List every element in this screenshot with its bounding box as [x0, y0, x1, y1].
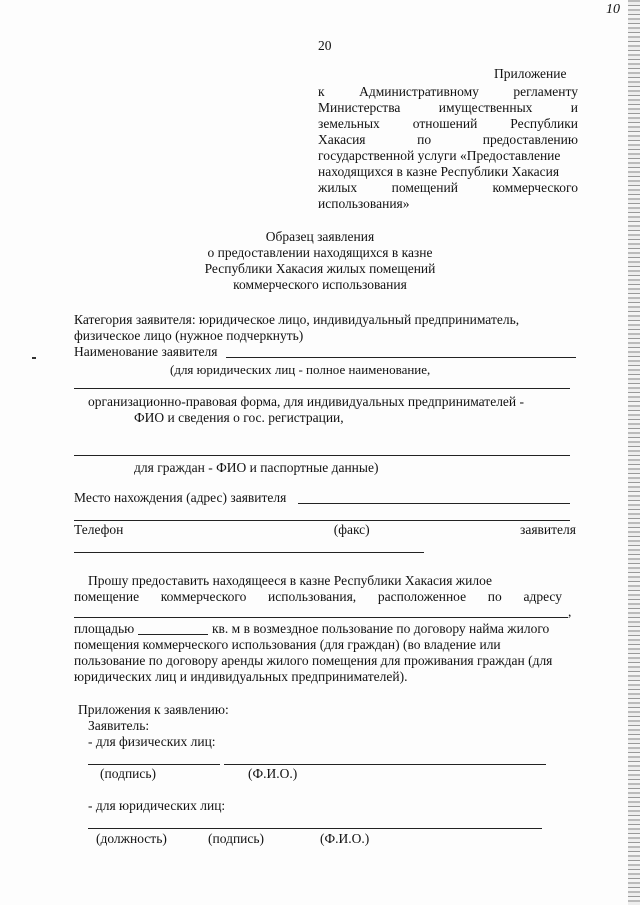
appendix-word: по: [417, 132, 432, 147]
appendix-word: государственной услуги «Предоставление: [318, 148, 561, 163]
page-number: 20: [318, 38, 332, 53]
appendix-word: и: [570, 100, 578, 115]
area-field[interactable]: [138, 634, 208, 635]
handwritten-page-mark: 10: [606, 2, 620, 17]
appendix-word: находящихся в казне Республики Хакасия: [318, 164, 560, 179]
appendix-line: [318, 180, 578, 196]
applicant-name-field-line-2[interactable]: [74, 388, 570, 389]
legal-position-caption: (должность): [96, 831, 167, 846]
appendix-line: [318, 116, 578, 132]
appendix-block: [318, 84, 578, 212]
phone-label: Телефон: [74, 522, 124, 537]
legal-signature-caption: (подпись): [208, 831, 265, 846]
appendix-word: к: [318, 84, 325, 99]
appendix-word: жилых: [318, 180, 358, 195]
request-line-7: юридических лиц и индивидуальных предпринимателей).: [74, 669, 408, 684]
sample-title-line: Республики Хакасия жилых помещений: [204, 261, 436, 276]
address-field[interactable]: [298, 503, 570, 504]
appendix-word: отношений: [412, 116, 478, 131]
applicant-name-label: Наименование заявителя: [74, 344, 218, 359]
appendix-line: [318, 132, 578, 148]
sample-title-line: о предоставлении находящихся в казне: [207, 245, 433, 260]
request-word: использования,: [268, 589, 357, 604]
appendix-title: Приложение: [494, 66, 567, 81]
appendix-line: [318, 164, 578, 180]
appendix-word: предоставлению: [482, 132, 578, 147]
scan-edge: [628, 0, 640, 905]
appendix-word: Хакасия: [318, 132, 366, 147]
scan-speck: [32, 357, 36, 359]
applicant-name-field-line-3[interactable]: [74, 455, 570, 456]
hint-citizens: для граждан - ФИО и паспортные данные): [134, 460, 379, 475]
request-line-1: Прошу предоставить находящееся в казне Республики Хакасия жилое: [88, 573, 492, 588]
appendix-line: [318, 84, 578, 100]
individual-signature-field[interactable]: [88, 764, 220, 765]
address-comma: ,: [568, 604, 572, 619]
fax-label: (факс): [333, 522, 370, 537]
request-word: коммерческого: [160, 589, 247, 604]
address-field-line-2[interactable]: [74, 520, 570, 521]
request-line-4: кв. м в возмездное пользование по договору найма жилого: [212, 621, 550, 636]
hint-entrepreneur: ФИО и сведения о гос. регистрации,: [134, 410, 344, 425]
appendix-word: Административному: [359, 84, 479, 99]
appendix-word: имущественных: [438, 100, 533, 115]
sample-title-block: [150, 229, 490, 293]
phone-line: [74, 522, 576, 538]
appendix-word: Министерства: [318, 100, 401, 115]
appendix-word: земельных: [318, 116, 380, 131]
sample-title-line: Образец заявления: [265, 229, 375, 244]
hint-legal-form: организационно-правовая форма, для индивидуальных предпринимателей -: [88, 394, 525, 409]
individual-signature-caption: (подпись): [100, 766, 157, 781]
appendix-word: коммерческого: [492, 180, 578, 195]
legal-signature-field[interactable]: [88, 828, 542, 829]
request-word: адресу: [523, 589, 562, 604]
attachments-label: Приложения к заявлению:: [78, 702, 229, 717]
legal-name-caption: (Ф.И.О.): [320, 831, 370, 846]
request-word: по: [487, 589, 502, 604]
applicant-label: Заявитель:: [88, 718, 150, 733]
request-word: расположенное: [377, 589, 467, 604]
legal-entities-label: - для юридических лиц:: [88, 798, 226, 813]
applicant-suffix: заявителя: [520, 522, 576, 537]
individual-name-field[interactable]: [224, 764, 546, 765]
request-line-6: пользование по договору аренды жилого помещения для проживания граждан (для: [74, 653, 553, 668]
request-line-5: помещения коммерческого использования (для граждан) (во владение или: [74, 637, 501, 652]
address-label: Место нахождения (адрес) заявителя: [74, 490, 287, 505]
appendix-line: [318, 196, 578, 212]
request-word: помещение: [74, 589, 140, 604]
individuals-label: - для физических лиц:: [88, 734, 216, 749]
appendix-word: использования»: [318, 196, 410, 211]
hint-legal-name: (для юридических лиц - полное наименование,: [170, 362, 431, 377]
individual-name-caption: (Ф.И.О.): [248, 766, 298, 781]
area-label: площадью: [74, 621, 135, 636]
appendix-line: [318, 148, 578, 164]
appendix-line: [318, 100, 578, 116]
property-address-field[interactable]: [74, 617, 568, 618]
sample-title-line: коммерческого использования: [233, 277, 407, 292]
appendix-word: Республики: [510, 116, 578, 131]
category-line-1: Категория заявителя: юридическое лицо, индивидуальный предприниматель,: [74, 312, 520, 327]
category-line-2: физическое лицо (нужное подчеркнуть): [74, 328, 304, 343]
appendix-word: помещений: [391, 180, 458, 195]
appendix-word: регламенту: [513, 84, 578, 99]
phone-field[interactable]: [74, 552, 424, 553]
applicant-name-field[interactable]: [226, 357, 576, 358]
request-line-2: [74, 589, 562, 605]
